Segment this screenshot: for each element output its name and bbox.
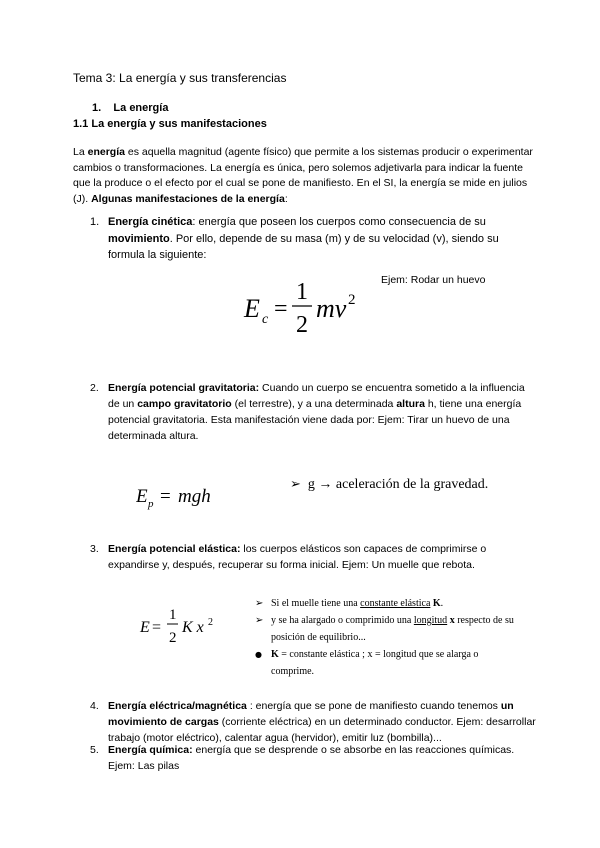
arrow-bullet-icon: ➢: [255, 598, 264, 609]
formula-den: 2: [296, 312, 308, 338]
note-row: ➢ Si el muelle tiene una constante elástica K.: [255, 595, 515, 612]
arrow-bullet-icon: ➢: [255, 615, 264, 626]
svg-text:2: 2: [208, 617, 213, 628]
intro-paragraph: La energía es aquella magnitud (agente físico) que permite a los sistemas producir o experimentar cambios o transformaciones. La energía es única, pero solemos adjetivarla para indicar la fuente que la produce o el efecto por el cual se pone de manifiesto. En el SI, la energía se mide en julios (J). Algunas manifestaciones de la energía:: [73, 146, 533, 205]
svg-text:E: E: [140, 619, 150, 636]
svg-text:1: 1: [169, 607, 177, 623]
bullet-icon: ●: [255, 650, 262, 659]
svg-text:=: =: [274, 296, 288, 322]
elastic-notes: [255, 595, 515, 680]
svg-text:=: =: [152, 619, 162, 636]
example-kinetic: Ejem: Rodar un huevo: [381, 274, 486, 286]
note-row: ➢ y se ha alargado o comprimido una longitud x respecto de su posición de equilibrio...: [255, 612, 515, 646]
formula-sup: 2: [348, 292, 356, 308]
formula-rhs: mv: [316, 294, 347, 323]
formula-kinetic: [240, 272, 370, 342]
page-title: Tema 3: La energía y sus transferencias: [73, 71, 287, 85]
section-heading-1-1: 1.1 La energía y sus manifestaciones: [73, 118, 267, 130]
svg-text:E: E: [136, 486, 148, 507]
list-item-chemical: 5. Energía química: energía que se desprende o se absorbe en las reacciones químicas. Ejem: Las pilas: [90, 744, 515, 772]
formula-gravitational: [136, 478, 236, 514]
formula-sub: c: [262, 312, 269, 327]
section-heading-1: 1. La energía: [92, 102, 169, 114]
list-item-kinetic: 1. Energía cinética: energía que poseen los cuerpos como consecuencia de su movimiento. Por ello, depende de su masa (m) y de su velocidad (v), siendo su formula la siguiente:: [90, 216, 499, 261]
formula-num: 1: [296, 279, 308, 305]
list-item-electric: 4. Energía eléctrica/magnética : energía que se pone de manifiesto cuando tenemos un movimiento de cargas (corriente eléctrica) en un determinado conductor. Ejem: desarrollar trabajo (motor eléctrico), calentar agua (hervidor), emitir luz (bombilla)...: [90, 700, 536, 744]
formula-elastic: [138, 602, 228, 650]
list-item-gravitational: 2. Energía potencial gravitatoria: Cuando un cuerpo se encuentra sometido a la influencia de un campo gravitatorio (el terrestre), y a una determinada altura h, tiene una energía potencial gravitatoria. Esta manifestación viene dada por: Ejem: Tirar un huevo de una determinada altura.: [90, 382, 525, 442]
svg-text:=: =: [160, 486, 171, 507]
svg-text:2: 2: [169, 630, 177, 646]
formula-lhs: E: [244, 294, 260, 323]
note-row: ● K = constante elástica ; x = longitud que se alarga o comprime.: [255, 646, 515, 680]
arrow-bullet-icon: ➢: [290, 477, 301, 492]
svg-text:K x: K x: [182, 619, 204, 636]
gravity-note: ➢ g → aceleración de la gravedad.: [290, 477, 489, 492]
list-item-elastic: 3. Energía potencial elástica: los cuerpos elásticos son capaces de comprimirse o expandirse y, después, recuperar su forma inicial. Ejem: Un muelle que rebota.: [90, 543, 487, 571]
svg-text:mgh: mgh: [178, 486, 211, 507]
svg-text:p: p: [148, 498, 154, 510]
